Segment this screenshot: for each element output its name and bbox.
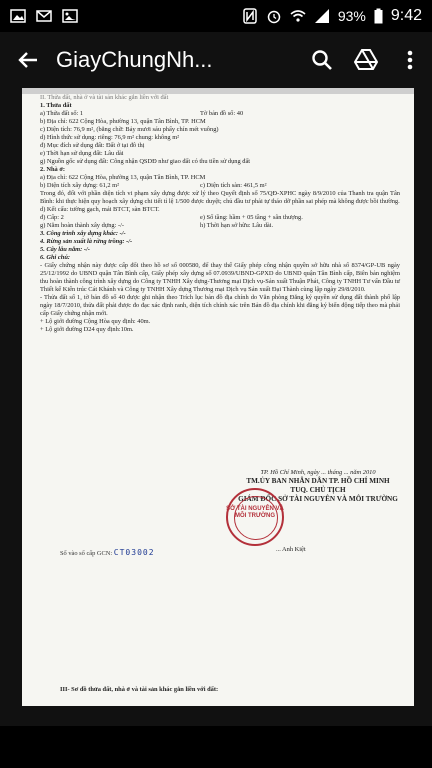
section-6-title: 6. Ghi chú: <box>40 254 71 261</box>
google-drive-icon <box>354 49 378 71</box>
section-2-title: 2. Nhà ở: <box>40 166 66 173</box>
section-header: II. Thửa đất, nhà ở và tài sản khác gắn liền với đất <box>40 94 169 101</box>
mail-icon <box>36 8 52 24</box>
search-button[interactable] <box>300 32 344 88</box>
row <box>40 222 400 230</box>
gallery-icon <box>10 8 26 24</box>
arrow-left-icon <box>17 49 39 71</box>
text: c) Diện tích sàn: 461,5 m² <box>200 182 267 189</box>
battery-percent: 93% <box>337 8 366 24</box>
clock: 9:42 <box>390 7 422 24</box>
alarm-icon <box>266 8 282 24</box>
section-5-title: 5. Cây lâu năm: -/- <box>40 246 90 253</box>
row: d) Hình thức sử dụng: riêng: 76,9 m² chung: không m² <box>40 134 180 141</box>
text: Tờ bản đồ số: 40 <box>200 110 244 117</box>
text: đ) Cấp: 2 <box>40 214 64 221</box>
text: g) Năm hoàn thành xây dựng: -/- <box>40 222 125 229</box>
section-3-title: 3. Công trình xây dựng khác: -/- <box>40 230 126 237</box>
signer-title: GIÁM ĐỐC SỞ TÀI NGUYÊN VÀ MÔI TRƯỜNG <box>238 495 398 503</box>
signer-org: TM.ỦY BAN NHÂN DÂN TP. HỒ CHÍ MINH <box>246 477 390 485</box>
nfc-icon <box>242 8 258 24</box>
row: g) Nguồn gốc sử dụng đất: Công nhận QSDĐ như giao đất có thu tiền sử dụng đất <box>40 158 251 165</box>
search-icon <box>311 49 333 71</box>
row: c) Diện tích: 76,9 m², (bằng chữ: Bảy mươi sáu phẩy chín mét vuông) <box>40 126 219 133</box>
signer-authority: TUQ. CHỦ TỊCH <box>290 486 346 494</box>
document-viewer[interactable] <box>0 88 432 768</box>
note-paragraph: - Thửa đất số 1, tờ bản đồ số 40 được ghi nhận theo Trích lục bản đồ địa chính do Văn phòng Đăng ký quyền sử dụng đất thành phố lập ngày 18/7/2010, thửa đất phải được đo đạc xác định ranh, diện tích chính xác trên Bản đồ địa chính khi đăng ký biến động tiếp theo mà phải cấp Giấy chứng nhận mới. <box>40 294 400 317</box>
status-bar <box>0 0 432 32</box>
app-toolbar <box>0 32 432 88</box>
signal-icon <box>314 8 330 24</box>
paragraph: Trong đó, đối với phần diện tích vi phạm xây dựng được xử lý theo Quyết định số 75/QĐ-XPHC ngày 8/9/2010 của Thanh tra quận Tân Bình: khi thực hiện quy hoạch xây dựng chi tiết tỉ lệ 1/500 được duyệt; chủ đầu tư phải tự tháo dỡ phần sai phép mà không được bồi thường. <box>40 190 400 205</box>
row: đ) Mục đích sử dụng đất: Đất ở tại đô thị <box>40 142 145 149</box>
document-text <box>22 88 414 334</box>
note-line: + Lộ giới đường Cộng Hòa quy định: 40m. <box>40 318 151 325</box>
wifi-icon <box>290 8 306 24</box>
row <box>40 182 400 190</box>
signer-name: ... Anh Kiệt <box>276 546 306 553</box>
text: h) Thời hạn sở hữu: Lâu dài. <box>200 222 274 229</box>
seal-text: SỞ TÀI NGUYÊN VÀ MÔI TRƯỜNG <box>226 506 284 519</box>
certificate-number <box>60 548 155 557</box>
note-line: + Lộ giới đường D24 quy định:10m. <box>40 326 134 333</box>
section-1-title: 1. Thửa đất <box>40 102 72 109</box>
note-paragraph: - Giấy chứng nhận này được cấp đổi theo hồ sơ số 000580, để thay thế Giấy phép công nhận quyền sở hữu nhà số 8374/GP-UB ngày 25/12/1992 do UBND quận Tân Bình cấp, Giấy phép xây dựng số 07.0939/UBND-GPXD do UBND quận Tân Bình cấp, Biên bản nghiệm thu hoàn thành công trình xây dựng do Công ty TNHH Xây dựng-Thương mại Dịch vụ-Sản xuất Thuận Phát, Công ty TNHH Tư vấn Đầu tư Thiết kế Kiến trúc Cát Khánh và Công ty TNHH Xây dựng Thương mại Dịch vụ Sản xuất Đại Thành cùng lập ngày 29/8/2010. <box>40 262 400 293</box>
row: d) Kết cấu: tường gạch, mái BTCT, sàn BTCT. <box>40 206 160 213</box>
section-iii-title: III- Sơ đồ thửa đất, nhà ở và tài sản khác gắn liền với đất: <box>60 686 219 693</box>
row: a) Địa chỉ: 622 Cộng Hòa, phường 13, quận Tân Bình, TP. HCM <box>40 174 206 181</box>
row <box>40 110 400 118</box>
battery-icon <box>374 8 383 24</box>
back-button[interactable] <box>0 32 56 88</box>
cert-number: CT03002 <box>113 548 155 557</box>
text: b) Diện tích xây dựng: 61,2 m² <box>40 182 120 189</box>
more-options-button[interactable] <box>388 32 432 88</box>
document-title: GiayChungNh... <box>56 47 213 72</box>
more-vertical-icon <box>407 50 413 70</box>
text: e) Số tầng: hầm + 05 tầng + sân thượng. <box>200 214 303 221</box>
drive-button[interactable] <box>344 32 388 88</box>
cert-label: Số vào sổ cấp GCN: <box>60 550 113 557</box>
row: e) Thời hạn sử dụng đất: Lâu dài <box>40 150 124 157</box>
place-date: TP. Hồ Chí Minh, ngày ... tháng ... năm 2010 <box>260 469 376 476</box>
row <box>40 214 400 222</box>
row: b) Địa chỉ: 622 Cộng Hòa, phường 13, quận Tân Bình, TP. HCM <box>40 118 206 125</box>
navigation-bar <box>0 726 432 768</box>
section-4-title: 4. Rừng sản xuất là rừng trồng: -/- <box>40 238 133 245</box>
text: a) Thửa đất số: 1 <box>40 110 84 117</box>
image-icon <box>62 8 78 24</box>
